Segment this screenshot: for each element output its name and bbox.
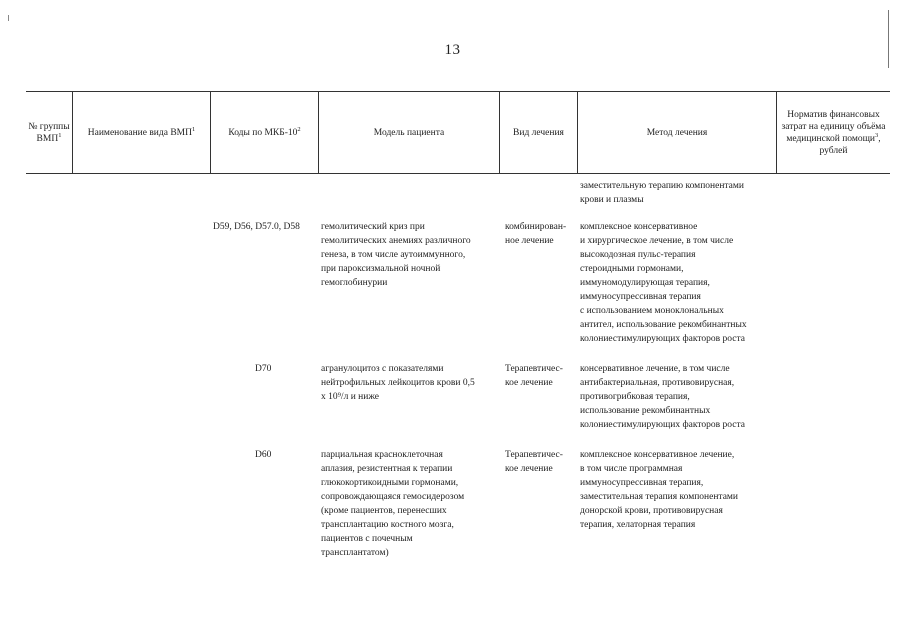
row-2-treatment-type: Терапевтичес- кое лечение [505, 364, 563, 388]
header-group-number-label: № группы ВМП [28, 121, 70, 144]
header-patient-model: Модель пациента [373, 127, 445, 138]
header-group-number [26, 92, 72, 173]
header-vmp-name-label: Наименование вида ВМП [87, 127, 192, 138]
footnote-1-mark: 1 [58, 131, 62, 139]
header-cost-standard-unit: , рублей [819, 133, 881, 156]
row-1-treatment-type: комбинирован- ное лечение [505, 222, 567, 246]
row-1-codes: D59, D56, D57.0, D58 [213, 222, 300, 232]
row-3-method: комплексное консервативное лечение, в том числе программная иммуносупрессивная терапия, заместительная терапия компонентами донорской крови, противовирусная терапия, хелаторная терапия [580, 450, 739, 530]
footnote-2-mark: 2 [297, 125, 301, 133]
row-3-treatment-type: Терапевтичес- кое лечение [505, 450, 563, 474]
header-cost-standard [777, 92, 890, 173]
row-1-method: комплексное консервативное и хирургическое лечение, в том числе высокодозная пульс-терапия стероидными гормонами, иммуномодулирующая терапия, иммуносупрессивная терапия с использованием моноклональных антител, использование рекомбинантных колониестимулирующих факторов роста [580, 222, 747, 344]
header-treatment-type: Вид лечения [513, 127, 564, 138]
table-header [26, 91, 890, 174]
header-treatment-method: Метод лечения [646, 127, 708, 138]
header-group-number-text [28, 121, 70, 145]
page-number: 13 [444, 42, 461, 58]
header-vmp-name [73, 92, 210, 173]
header-cost-standard-text [781, 109, 886, 157]
method-continuation: заместительную терапию компонентами крови и плазмы [580, 181, 744, 205]
row-2-method: консервативное лечение, в том числе антибактериальная, противовирусная, противогрибковая терапия, использование рекомбинантных колониестимулирующих факторов роста [580, 364, 745, 430]
row-2-patient-model: агранулоцитоз с показателями нейтрофильных лейкоцитов крови 0,5 х 10⁹/л и ниже [321, 364, 475, 402]
header-icd-codes-text [228, 127, 300, 139]
row-1-patient-model: гемолитический криз при гемолитических анемиях различного генеза, в том числе аутоиммунного, при пароксизмальной ночной гемоглобинурии [321, 222, 471, 288]
scan-edge-line [888, 10, 889, 68]
row-3-patient-model: парциальная красноклеточная аплазия, резистентная к терапии глюкокортикоидными гормонами, сопровождающаяся гемосидерозом (кроме пациентов, перенесших трансплантацию костного мозга, пациентов с почечным трансплантатом) [321, 450, 465, 558]
header-vmp-name-text [88, 127, 195, 139]
footnote-1-mark: 1 [191, 125, 196, 133]
row-2-codes: D70 [255, 364, 272, 374]
header-cost-standard-label: Норматив финансовых затрат на единицу объёма медицинской помощи [781, 109, 886, 144]
header-icd-codes [211, 92, 318, 173]
header-icd-codes-label: Коды по МКБ-10 [228, 127, 298, 138]
scan-mark [8, 15, 12, 21]
row-3-codes: D60 [255, 450, 272, 460]
footnote-3-mark: 3 [875, 131, 879, 139]
